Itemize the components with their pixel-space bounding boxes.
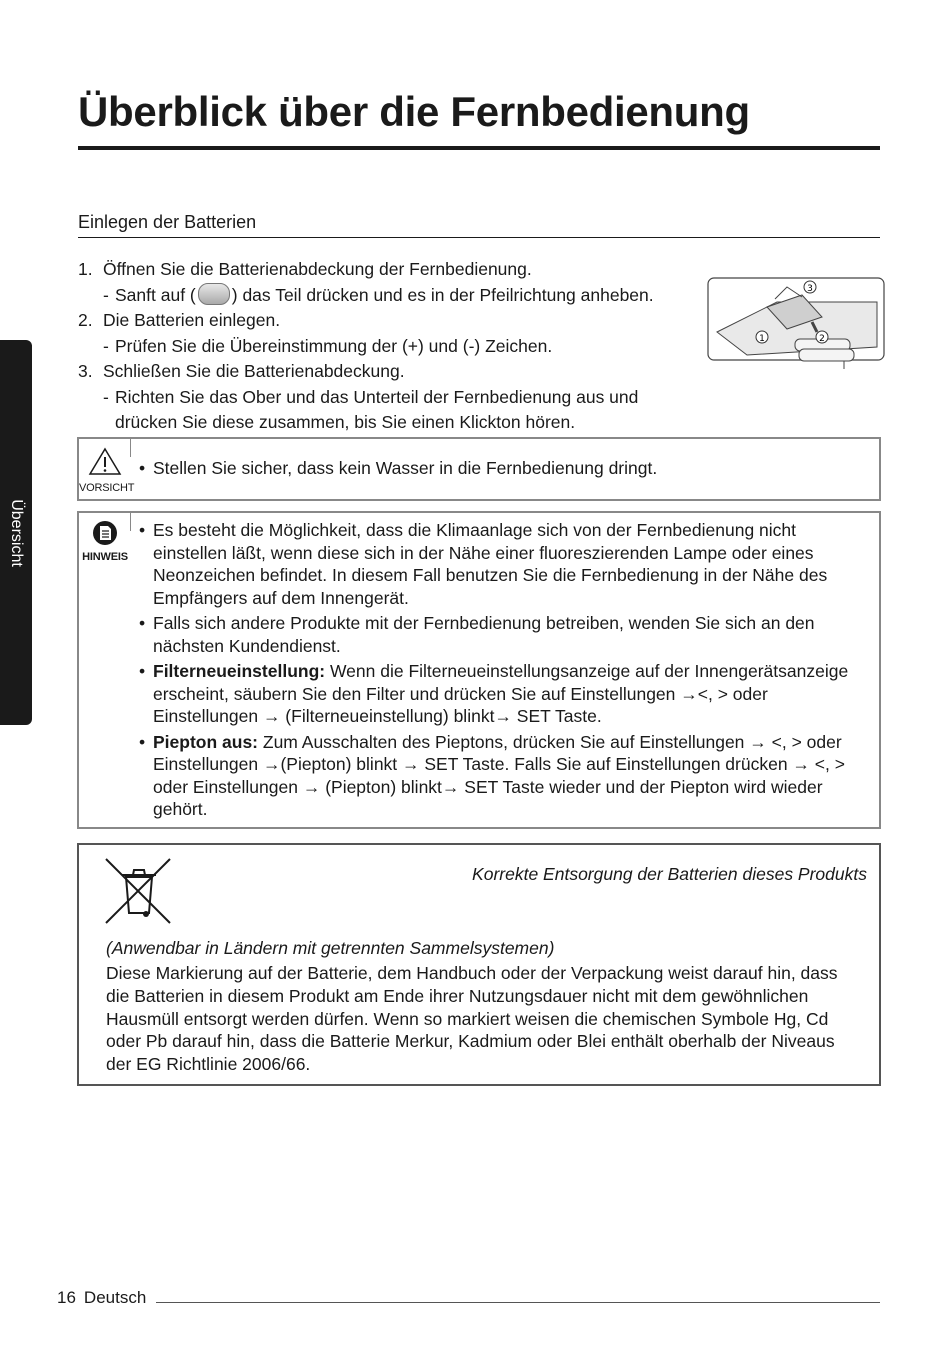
step-2-detail: - Prüfen Sie die Übereinstimmung der (+) und (-) Zeichen. (78, 334, 698, 360)
section-heading: Einlegen der Batterien (78, 212, 880, 238)
disposal-body: Diese Markierung auf der Batterie, dem Handbuch oder der Verpackung weist darauf hin, dass die Batterien in diesem Produkt am Ende ihrer Nutzungsdauer nicht mit dem gewöhnlichen Hausmüll entsorgt werden dürfen. Wenn so markiert weisen die chemischen Symbole Hg, Cd oder Pb darauf hin, dass die Batterie Merkur, Kadmium oder Blei enthält oberhalb der Niveaus der EG Richtlinie 2006/66. (106, 963, 838, 1075)
page-number: 16 (57, 1288, 76, 1307)
note-item: • Filterneueinstellung: Wenn die Filterneueinstellungsanzeige auf der Innengerätsanzeige erscheint, säubern Sie den Filter und drücken Sie auf Einstellungen →<, > oder Einstellungen → (Filterneueinstellung) blinkt→ SET Taste. (139, 661, 849, 726)
note-box (77, 511, 881, 829)
marker-3: 3 (807, 284, 813, 294)
battery-insertion-illustration (707, 277, 885, 369)
battery-disposal-box (77, 843, 881, 1086)
step-detail: Prüfen Sie die Übereinstimmung der (+) und (-) Zeichen. (115, 335, 553, 356)
note-label: HINWEIS (82, 551, 128, 563)
battery-steps-list (78, 257, 698, 436)
caution-label: VORSICHT (79, 482, 135, 494)
warning-triangle-icon (88, 447, 122, 477)
marker-2: 2 (819, 334, 825, 344)
note-item: • Es besteht die Möglichkeit, dass die Klimaanlage sich von der Fernbedienung nicht einstellen läßt, wenn diese sich in der Nähe einer fluoreszierenden Lampe oder eines Neonzeichen befindet. In diesem Fall benutzen Sie die Fernbedienung in der Nähe des Empfängers auf dem Innengerät. (139, 520, 828, 608)
step-detail-after: ) das Teil drücken und es in der Pfeilrichtung anheben. (231, 284, 654, 305)
footer-language: Deutsch (83, 1288, 147, 1307)
page-footer (57, 1288, 880, 1308)
step-3 (78, 359, 698, 385)
note-item: • Falls sich andere Produkte mit der Fernbedienung betreiben, wenden Sie sich an den nächsten Kundendienst. (139, 613, 815, 656)
step-detail: Richten Sie das Ober und das Unterteil der Fernbedienung aus und drücken Sie diese zusammen, bis Sie einen Klickton hören. (115, 386, 639, 432)
side-tab-label: Übersicht (8, 498, 25, 567)
step-1 (78, 257, 698, 283)
caution-item: • Stellen Sie sicher, dass kein Wasser in die Fernbedienung dringt. (139, 458, 658, 478)
section-side-tab (0, 340, 32, 725)
step-number: 3. (78, 361, 93, 381)
step-detail-before: Sanft auf ( (115, 284, 196, 305)
step-text: Öffnen Sie die Batterienabdeckung der Fernbedienung. (103, 259, 532, 279)
marker-1: 1 (759, 334, 765, 344)
step-number: 2. (78, 310, 93, 330)
crossed-out-bin-icon (104, 857, 174, 927)
step-text: Schließen Sie die Batterienabdeckung. (103, 361, 405, 381)
caution-box (77, 437, 881, 501)
step-3-detail: - Richten Sie das Ober und das Unterteil der Fernbedienung aus und drücken Sie diese zusammen, bis Sie einen Klickton hören. (78, 385, 698, 436)
disposal-subtitle: (Anwendbar in Ländern mit getrennten Sammelsystemen) (106, 938, 555, 958)
step-1-detail: - Sanft auf ( ) das Teil drücken und es in der Pfeilrichtung anheben. (103, 284, 654, 305)
step-2 (78, 308, 698, 334)
step-text: Die Batterien einlegen. (103, 310, 281, 330)
note-item: • Piepton aus: Zum Ausschalten des Pieptons, drücken Sie auf Einstellungen → <, > oder Einstellungen →(Piepton) blinkt → SET Taste. Falls Sie auf Einstellungen drücken → <, > oder Einstellungen → (Piepton) blinkt→ SET Taste wieder und der Piepton wird wieder gehört. (139, 731, 845, 819)
step-number: 1. (78, 259, 93, 279)
cover-button-icon (198, 283, 230, 305)
footer-rule (156, 1302, 880, 1303)
note-document-icon (92, 520, 118, 546)
disposal-title: Korrekte Entsorgung der Batterien dieses Produkts (472, 864, 867, 884)
page-title: Überblick über die Fernbedienung (78, 88, 880, 150)
